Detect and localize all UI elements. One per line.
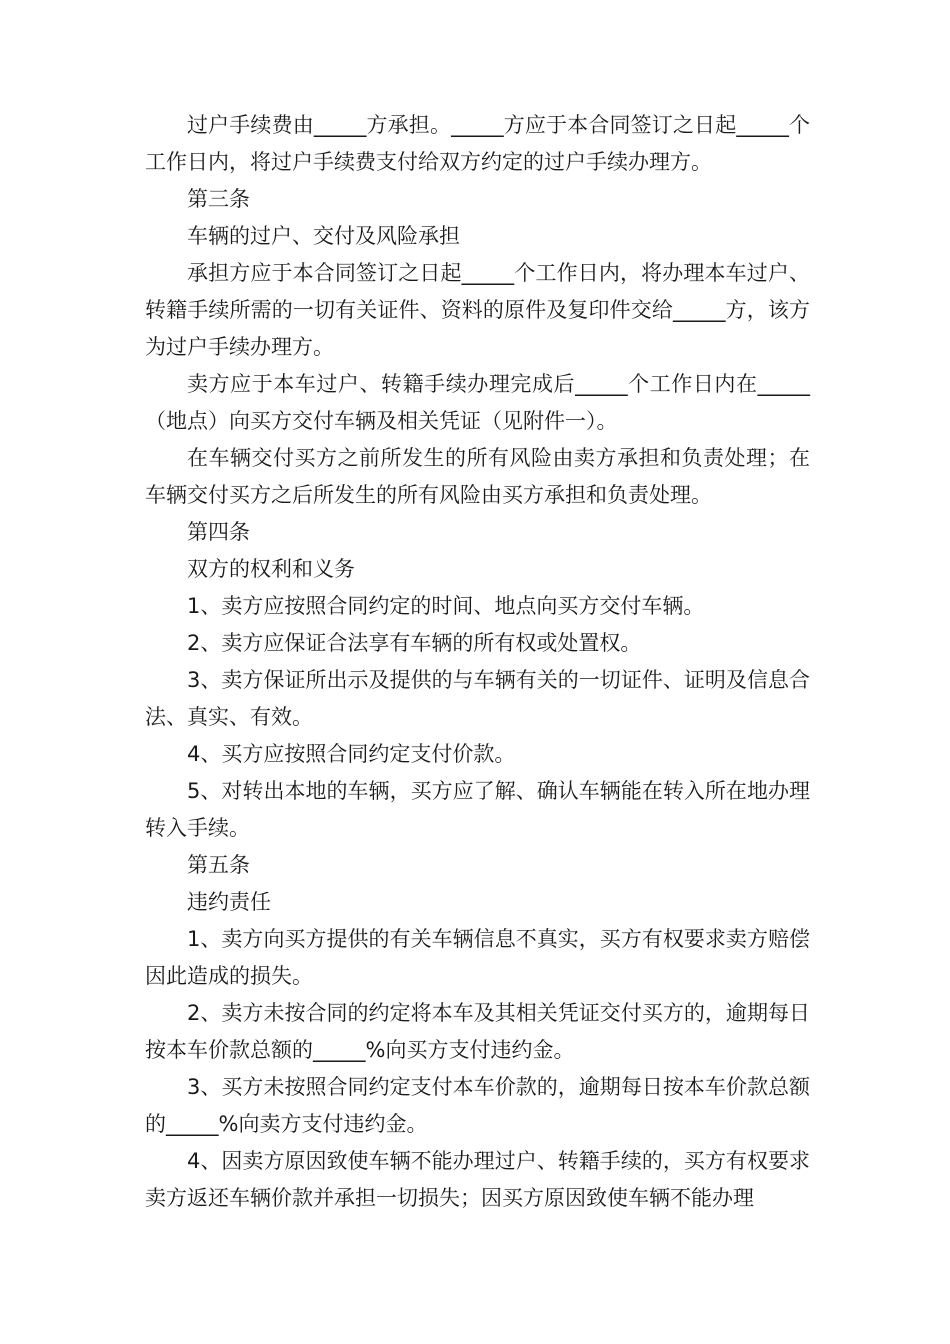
list-item-rights-5: 5、对转出本地的车辆，买方应了解、确认车辆能在转入所在地办理转入手续。 bbox=[145, 779, 810, 840]
list-item-liability-3: 3、买方未按照合同约定支付本车价款的，逾期每日按本车价款总额的_____%向卖方支付违约金。 bbox=[145, 1075, 810, 1136]
list-item-liability-2: 2、卖方未按合同的约定将本车及其相关凭证交付买方的，逾期每日按本车价款总额的_____%向买方支付违约金。 bbox=[145, 1001, 810, 1062]
paragraph-risk-allocation: 在车辆交付买方之前所发生的所有风险由卖方承担和负责处理；在车辆交付买方之后所发生的所有风险由买方承担和负责处理。 bbox=[145, 446, 810, 507]
article-four-title: 双方的权利和义务 bbox=[187, 557, 355, 581]
article-three-title: 车辆的过户、交付及风险承担 bbox=[187, 224, 460, 248]
paragraph-transfer-fee: 过户手续费由_____方承担。_____方应于本合同签订之日起_____个工作日内，将过户手续费支付给双方约定的过户手续办理方。 bbox=[145, 113, 810, 174]
article-five-title: 违约责任 bbox=[187, 890, 271, 914]
list-item-liability-4: 4、因卖方原因致使车辆不能办理过户、转籍手续的，买方有权要求卖方返还车辆价款并承担一切损失；因买方原因致使车辆不能办理 bbox=[145, 1149, 810, 1210]
list-item-rights-2: 2、卖方应保证合法享有车辆的所有权或处置权。 bbox=[187, 631, 642, 655]
article-four-heading: 第四条 bbox=[187, 520, 250, 544]
list-item-rights-1: 1、卖方应按照合同约定的时间、地点向买方交付车辆。 bbox=[187, 594, 705, 618]
list-item-rights-4: 4、买方应按照合同约定支付价款。 bbox=[187, 742, 516, 766]
paragraph-documents-handover: 承担方应于本合同签订之日起_____个工作日内，将办理本车过户、转籍手续所需的一切有关证件、资料的原件及复印件交给_____方，该方为过户手续办理方。 bbox=[145, 261, 810, 359]
paragraph-vehicle-delivery: 卖方应于本车过户、转籍手续办理完成后_____个工作日内在_____（地点）向买方交付车辆及相关凭证（见附件一）。 bbox=[145, 372, 810, 433]
article-five-heading: 第五条 bbox=[187, 853, 250, 877]
list-item-rights-3: 3、卖方保证所出示及提供的与车辆有关的一切证件、证明及信息合法、真实、有效。 bbox=[145, 668, 810, 729]
article-three-heading: 第三条 bbox=[187, 187, 250, 211]
list-item-liability-1: 1、卖方向买方提供的有关车辆信息不真实，买方有权要求卖方赔偿因此造成的损失。 bbox=[145, 927, 810, 988]
document-page bbox=[145, 107, 810, 1217]
